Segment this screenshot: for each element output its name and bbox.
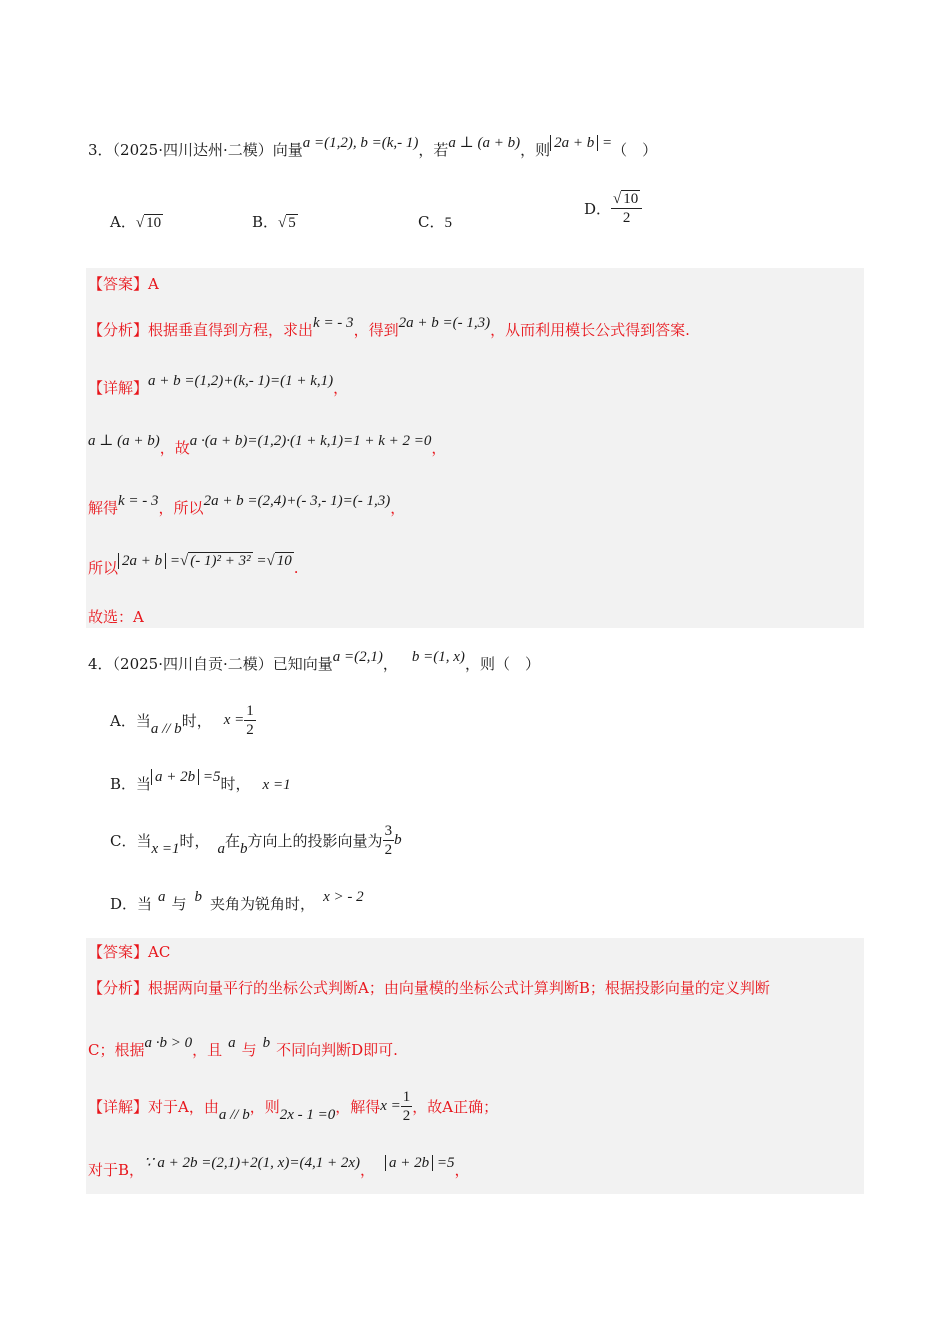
q4-detail-numerator: 1 xyxy=(402,1089,411,1105)
q3-detail-comma-1: ， xyxy=(333,379,349,397)
q4-option-b-value: =5 xyxy=(199,769,221,785)
q4-detail-text-4: ，故A正确； xyxy=(412,1098,499,1116)
q4-analysis-label: 【分析】 xyxy=(88,979,149,997)
q3-analysis-math-2: 2a + b =(- 1,3) xyxy=(398,315,491,331)
q4-option-b-text: 时， xyxy=(220,775,251,793)
q4-vector-b: b =(1, x) xyxy=(411,649,465,665)
q3-detail-text-5: 所以 xyxy=(88,559,119,577)
q4-detail-math-1: a // b xyxy=(218,1106,250,1123)
q3-option-d-denominator: 2 xyxy=(622,210,631,226)
q3-choice: 故选：A xyxy=(88,608,144,626)
q4-option-a-math-2: x = xyxy=(223,712,245,728)
q3-option-b-label: B． xyxy=(252,213,279,231)
q4-detail-magnitude: a + 2b xyxy=(385,1155,433,1171)
q3-analysis-text-2: ，得到 xyxy=(353,321,399,339)
q4-analysis-line-2 xyxy=(88,1035,398,1061)
q3-text-if: ，若 xyxy=(418,141,449,159)
q3-detail-radicand: (- 1)² + 3² xyxy=(190,553,251,569)
q3-option-d-fraction: $\frac{√ 10}{2}$ xyxy=(611,190,642,227)
q4-option-c-math-2: a xyxy=(217,840,226,857)
q4-detail-text-5: 对于B， xyxy=(88,1161,145,1179)
q3-option-c xyxy=(418,212,452,233)
q4-option-c-label: C．当 xyxy=(110,832,152,850)
q4-detail-denominator: 2 xyxy=(402,1108,411,1124)
q3-detail-result: 10 xyxy=(276,553,292,569)
q4-vector-a: a =(2,1) xyxy=(332,649,383,665)
q4-detail-value: =5 xyxy=(433,1155,455,1171)
q3-option-a-value: 10 xyxy=(146,215,162,231)
q3-option-a-label: A． xyxy=(110,213,136,231)
q3-detail-math-4: k = - 3 xyxy=(118,493,159,509)
q3-option-c-value: 5 xyxy=(444,215,452,231)
q3-detail-text-3: 解得 xyxy=(88,499,119,517)
q3-option-d-numerator: 10 xyxy=(623,191,639,207)
q3-detail-magnitude: 2a + b xyxy=(118,553,166,569)
q3-detail-math-5: 2a + b =(2,4)+(- 3,- 1)=(- 1,3) xyxy=(203,493,391,509)
q4-detail-text-2: ，则 xyxy=(249,1098,280,1116)
q4-detail-text-3: ，解得 xyxy=(335,1098,381,1116)
q3-option-c-label: C． xyxy=(418,213,445,231)
q4-detail-fraction xyxy=(401,1088,413,1125)
q4-analysis-line-1 xyxy=(88,978,770,998)
q3-detail-equals-2: = xyxy=(252,553,267,569)
q4-detail-math-4: ∵ a + 2b =(2,1)+2(1, x)=(4,1 + 2x) xyxy=(144,1155,360,1171)
q4-analysis-math-2: a xyxy=(228,1035,236,1051)
q3-option-d xyxy=(584,190,642,227)
q4-number: 4． xyxy=(88,655,113,673)
q4-analysis-text-5: 不同向判断D即可. xyxy=(276,1041,398,1059)
q4-option-c-denominator: 2 xyxy=(384,842,393,858)
q4-option-d xyxy=(110,889,364,915)
q3-detail-label: 【详解】 xyxy=(88,379,149,397)
q3-detail-period: . xyxy=(293,559,299,577)
q3-vectors: a =(1,2), b =(k,- 1) xyxy=(302,135,419,151)
q3-text-then: ，则 xyxy=(520,141,551,159)
q3-detail-math-1: a + b =(1,2)+(k,- 1)=(1 + k,1) xyxy=(148,373,334,389)
q4-detail-math-3: x = xyxy=(380,1098,401,1114)
q3-stem xyxy=(88,135,658,161)
q4-option-d-text-2: 夹角为锐角时， xyxy=(210,895,316,913)
q3-option-a: A．√ 10 xyxy=(110,213,162,231)
q4-stem xyxy=(88,649,540,675)
q3-source: （2025·四川达州·二模）向量 xyxy=(112,141,303,159)
q3-equals: = xyxy=(598,135,613,151)
q4-option-a-numerator: 1 xyxy=(246,703,254,719)
q3-detail-math-3: a ·(a + b)=(1,2)·(1 + k,1)=1 + k + 2 =0 xyxy=(189,433,432,449)
q4-option-c-text-2: 在 xyxy=(225,832,241,850)
q4-detail-line-1 xyxy=(88,1088,498,1125)
q4-option-c-math-1: x =1 xyxy=(151,840,180,857)
q4-answer: 【答案】AC xyxy=(88,943,171,961)
q4-analysis-text-4: 与 xyxy=(241,1041,257,1059)
q4-detail-label: 【详解】 xyxy=(88,1098,149,1116)
q3-detail-line-3 xyxy=(88,493,406,519)
q4-analysis-math-3: b xyxy=(262,1035,271,1051)
q3-detail-equals-1: = xyxy=(166,553,181,569)
q4-comma: ， xyxy=(382,655,398,673)
q4-detail-line-2 xyxy=(88,1155,470,1181)
q3-option-d-label: D． xyxy=(584,200,612,218)
q3-number: 3． xyxy=(88,141,113,159)
q3-detail-line-1 xyxy=(88,373,349,399)
q3-detail-math-2: a ⊥ (a + b) xyxy=(88,433,160,449)
q4-source: （2025·四川自贡·二模）已知向量 xyxy=(112,655,333,673)
q3-option-b-value: 5 xyxy=(288,215,296,231)
q4-detail-comma-2: ， xyxy=(454,1161,470,1179)
q3-answer: 【答案】A xyxy=(88,275,159,293)
q3-perp-condition: a ⊥ (a + b) xyxy=(448,135,521,151)
q4-option-d-math-2: b xyxy=(194,889,203,905)
q3-analysis-label: 【分析】 xyxy=(88,321,149,339)
q4-option-c-text-1: 时， xyxy=(179,832,210,850)
q4-option-b-math: x =1 xyxy=(262,777,291,793)
q3-option-b: B．√ 5 xyxy=(252,213,296,231)
q4-stem-tail: ，则（ ） xyxy=(464,655,540,673)
q4-option-a-denominator: 2 xyxy=(246,722,254,738)
q4-option-c-numerator: 3 xyxy=(384,823,393,839)
q4-option-d-label: D．当 xyxy=(110,895,153,913)
q3-blank: （ ） xyxy=(612,141,658,159)
q3-analysis-text-1: 根据垂直得到方程，求出 xyxy=(148,321,314,339)
q4-option-c xyxy=(110,822,402,859)
q4-analysis-text-1: 根据两向量平行的坐标公式判断A；由向量模的坐标公式计算判断B；根据投影向量的定义判断 xyxy=(148,979,770,997)
q4-option-b-label: B．当 xyxy=(110,775,152,793)
q3-magnitude-expr: 2a + b xyxy=(550,135,598,151)
q4-option-a-fraction xyxy=(244,702,256,739)
q3-detail-comma-3: ， xyxy=(390,499,406,517)
q4-analysis-text-2: C；根据 xyxy=(88,1041,145,1059)
q4-option-b xyxy=(110,769,291,795)
q3-detail-line-4: 所以 2a + b =√ (- 1)² + 3² =√ 10 . xyxy=(88,553,299,577)
q3-analysis-text-3: ，从而利用模长公式得到答案. xyxy=(490,321,690,339)
q3-analysis-math-1: k = - 3 xyxy=(313,315,354,331)
q4-option-c-math-3: b xyxy=(240,840,248,857)
q4-detail-comma-1: ， xyxy=(359,1161,375,1179)
q4-option-a-text: 时， xyxy=(181,712,212,730)
q4-option-c-fraction xyxy=(383,822,395,859)
q4-option-d-math-3: x > - 2 xyxy=(323,889,364,905)
q3-detail-text-2: ，故 xyxy=(159,439,190,457)
q4-option-a-label: A．当 xyxy=(110,712,151,730)
q4-option-d-text-1: 与 xyxy=(171,895,187,913)
q4-analysis-text-3: ，且 xyxy=(192,1041,223,1059)
q4-detail-text-1: 对于A，由 xyxy=(148,1098,219,1116)
q3-analysis xyxy=(88,315,690,341)
q4-option-a xyxy=(110,702,256,739)
q4-option-c-math-4: b xyxy=(394,832,402,848)
q4-analysis-math-1: a ·b > 0 xyxy=(144,1035,193,1051)
q4-option-a-math-1: a // b xyxy=(150,720,182,737)
q4-option-b-magnitude: a + 2b xyxy=(151,769,199,785)
q4-detail-math-2: 2x - 1 =0 xyxy=(279,1106,336,1123)
q3-detail-line-2 xyxy=(88,433,447,459)
q4-option-d-math-1: a xyxy=(158,889,166,905)
q3-detail-comma-2: ， xyxy=(431,439,447,457)
q4-option-c-text-3: 方向上的投影向量为 xyxy=(247,832,383,850)
q3-detail-text-4: ，所以 xyxy=(158,499,204,517)
